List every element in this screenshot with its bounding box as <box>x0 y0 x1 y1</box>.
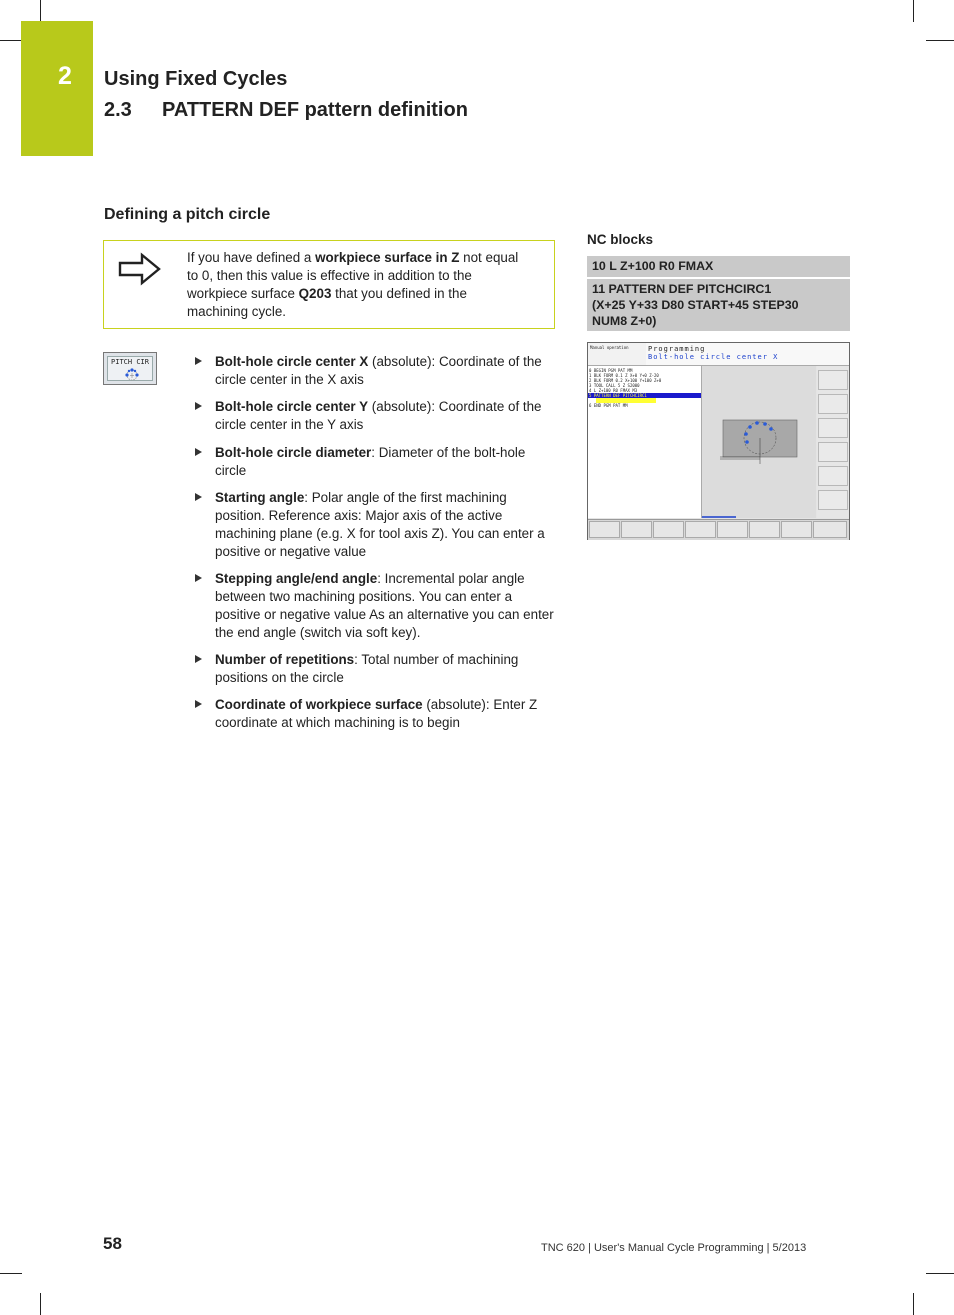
graphic-area <box>702 366 816 518</box>
softkey-slot[interactable] <box>813 521 847 538</box>
program-line[interactable]: 1 BLK FORM 0.1 Z X+0 Y+0 Z-20 <box>589 373 659 378</box>
softkey-slot[interactable] <box>589 521 620 538</box>
crop-mark <box>0 1273 22 1274</box>
program-list <box>588 366 702 518</box>
prompt-label: Bolt-hole circle center X <box>648 353 779 361</box>
mode-right-panel <box>646 343 849 366</box>
bolt-hole-circle-icon <box>120 367 144 381</box>
chapter-title: Using Fixed Cycles <box>104 68 288 90</box>
page-number: 58 <box>103 1234 122 1253</box>
bullet-triangle-icon <box>195 357 202 365</box>
crop-mark <box>0 40 22 41</box>
mode-left-label: Manual operation <box>590 345 629 350</box>
footer-doc-info: TNC 620 | User's Manual Cycle Programming | 5/2013 <box>541 1242 807 1254</box>
softkey-slot[interactable] <box>818 490 848 510</box>
note-text: If you have defined a workpiece surface in Z not equal to 0, then this value is effective in addition to the workpiece surface Q203 that you defined in the machining cycle. <box>187 250 519 319</box>
softkey-slot[interactable] <box>818 418 848 438</box>
param-diameter: Bolt-hole circle diameter: Diameter of the bolt-hole circle <box>195 444 555 480</box>
softkey-slot[interactable] <box>621 521 652 538</box>
bullet-triangle-icon <box>195 448 202 456</box>
bullet-triangle-icon <box>195 700 202 708</box>
program-line[interactable]: 0 BEGIN PGM PAT MM <box>589 368 633 373</box>
crop-mark <box>913 0 914 22</box>
crop-mark <box>926 1273 954 1274</box>
crop-mark <box>40 0 41 22</box>
crop-mark <box>913 1293 914 1315</box>
bullet-triangle-icon <box>195 574 202 582</box>
chapter-number: 2 <box>58 62 72 90</box>
param-starting-angle: Starting angle: Polar angle of the first machining position. Reference axis: Major axis of the active machining plane (e.g. X for tool axis Z). You can enter a positive or negative value <box>195 489 555 561</box>
crop-mark <box>40 1293 41 1315</box>
softkey-slot[interactable] <box>818 394 848 414</box>
pitch-circle-graphic <box>702 366 816 518</box>
program-line[interactable]: 4 L Z+100 R0 FMAX M3 <box>589 388 638 393</box>
softkey-slot[interactable] <box>818 466 848 486</box>
bullet-triangle-icon <box>195 402 202 410</box>
section-title: PATTERN DEF pattern definition <box>162 99 468 121</box>
program-line[interactable]: 3 TOOL CALL 5 Z S2000 <box>589 383 640 388</box>
softkey-slot[interactable] <box>749 521 780 538</box>
softkey-slot[interactable] <box>781 521 812 538</box>
program-line[interactable]: 6 END PGM PAT MM <box>589 403 628 408</box>
nc-blocks-heading: NC blocks <box>587 232 654 247</box>
vertical-softkey-bar <box>817 366 849 518</box>
bullet-triangle-icon <box>195 655 202 663</box>
chapter-tab <box>21 21 93 156</box>
nc-line: (X+25 Y+33 D80 START+45 STEP30 <box>592 298 799 312</box>
mode-left-panel <box>588 343 647 366</box>
nc-block-row: 10 L Z+100 R0 FMAX <box>587 256 850 277</box>
arrow-right-icon <box>118 252 162 291</box>
softkey-slot[interactable] <box>818 442 848 462</box>
param-repetitions: Number of repetitions: Total number of machining positions on the circle <box>195 651 555 687</box>
bullet-triangle-icon <box>195 493 202 501</box>
crop-mark <box>926 40 954 41</box>
param-stepping-angle: Stepping angle/end angle: Incremental polar angle between two machining positions. You can enter a positive or negative value As an alternative you can enter the end angle (switch via soft key). <box>195 570 555 642</box>
softkey-slot[interactable] <box>685 521 716 538</box>
section-number: 2.3 <box>104 99 132 121</box>
softkey-label: PITCH CIR <box>111 358 149 366</box>
param-center-y: Bolt-hole circle center Y (absolute): Coordinate of the circle center in the Y axis <box>195 398 555 434</box>
nc-line: NUM8 Z+0) <box>592 314 657 328</box>
mode-right-label: Programming <box>648 345 706 353</box>
param-center-x: Bolt-hole circle center X (absolute): Coordinate of the circle center in the X axis <box>195 353 555 389</box>
tnc-screen <box>587 342 850 540</box>
softkey-slot[interactable] <box>653 521 684 538</box>
softkey-slot[interactable] <box>818 370 848 390</box>
nc-block-row <box>587 279 850 331</box>
subsection-heading: Defining a pitch circle <box>104 206 271 223</box>
horizontal-softkey-bar <box>588 519 849 540</box>
program-line-active[interactable]: 5 PATTERN DEF PITCHCIRC1 <box>588 393 701 398</box>
pitch-circle-softkey[interactable] <box>103 352 157 385</box>
nc-line: 11 PATTERN DEF PITCHCIRC1 <box>592 282 772 296</box>
param-workpiece-surface: Coordinate of workpiece surface (absolute): Enter Z coordinate at which machining is to begin <box>195 696 555 732</box>
softkey-slot[interactable] <box>717 521 748 538</box>
program-line[interactable]: 2 BLK FORM 0.2 X+100 Y+100 Z+0 <box>589 378 662 383</box>
